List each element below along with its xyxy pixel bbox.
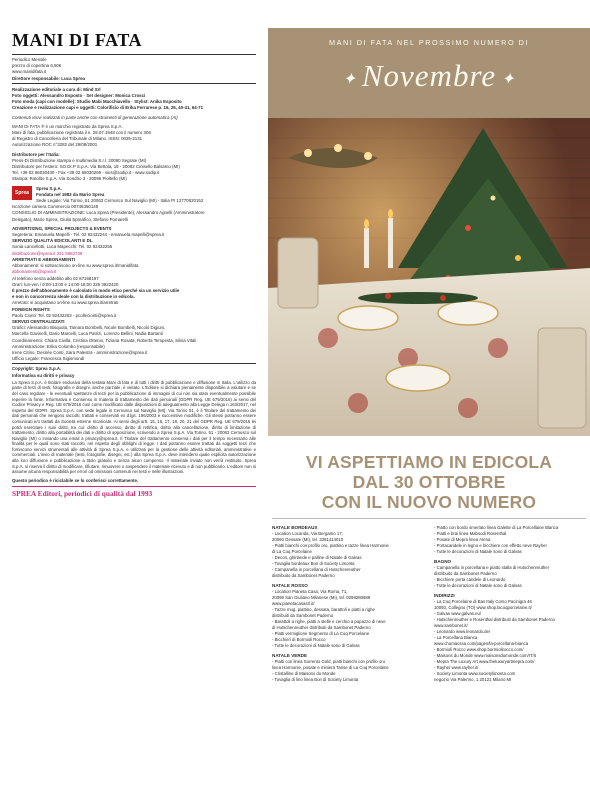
- section-title: SERVIZIO QUALITÀ EDICOLANTI E DL: [12, 238, 93, 244]
- privacy-title: Informativa su diritti e privacy: [12, 372, 75, 378]
- section-title: SERVIZI CENTRALIZZATI: [12, 318, 65, 324]
- colophon-top: [12, 57, 256, 82]
- credit-line: - Decori, ghirlande e palline di Natale di Galvas: [272, 555, 362, 560]
- credit-line: - Rayher www.rayher.it/: [434, 665, 479, 670]
- board-line: CONSIGLIO DI AMMINISTRAZIONE: Luca Sprea (Presidente), Alessandro Agnelli (Amministratore: [12, 210, 205, 216]
- month-name: Novembre: [361, 58, 497, 93]
- promo-line: VI ASPETTIAMO IN EDICOLA: [305, 452, 553, 472]
- credit-line: - Location Pianeta Casa, Via Roma, 71,: [272, 589, 348, 594]
- colophon: [12, 30, 256, 765]
- distribution-line: Stampa: Rotolito S.p.A. Via Sondrio 3 - 20096 Pioltello (MI): [12, 176, 127, 182]
- credit-line: di La Coq Porcelaine: [272, 549, 312, 554]
- service-line[interactable]: distribuzione@sprea.it 331 5882739: [12, 250, 83, 256]
- credit-section-title: INDIRIZZI: [434, 593, 455, 598]
- credit-line: - Leonardo www.leonardo.de/: [434, 629, 491, 634]
- credit-line: 20060 Gessate (MI), tel. 3381414010: [272, 537, 344, 542]
- credit-line: - Campanella in porcellana di Hutschenreuther: [272, 567, 361, 572]
- service-line: Orari: lun-ven / 9:00-13:00 e 14:00-18:00 329 3922420: [12, 281, 119, 287]
- product-credits: [272, 518, 586, 683]
- credit-line: negozio Via Palermo, 1 20121 Milano MI: [434, 677, 512, 682]
- credit-line: - Bicchiere porta candele di Leonardo: [434, 577, 506, 582]
- credit-section-title: NATALE BORDEAUX: [272, 525, 318, 530]
- service-line: Paolo Cionti: Tel. 02 92432253 - pcollecionti@sprea.it: [12, 312, 117, 318]
- board-line: Delegato), Mario Sprea, Giulia Spreafico, Stefano Pomarelli: [12, 216, 128, 222]
- credit-line: Foto moda (capi con modelle): Studio Mabi Macchiavello · Stylist: Anika Esposito: [12, 99, 182, 105]
- legal-line: Mani di fata, pubblicazione registrata il n. 28.07.1948 con il numero 306: [12, 130, 151, 136]
- cover-price: prezzo di copertina 6,50€: [12, 63, 62, 69]
- credits-column-left: [272, 525, 424, 683]
- ai-note: Contenuti visivi realizzati in parte anche con strumenti di generazione automatica (AI): [12, 114, 178, 120]
- credit-section-title: NATALE ROSSO: [272, 583, 308, 588]
- service-line: Ufficio Legale: Francesca Sigismondi: [12, 356, 85, 362]
- service-line: Al telefono senza addebito allo 02 87168197: [12, 275, 99, 281]
- legal-line: al Registro di Cancelleria del Tribunale di Milano. ISSN: 0025-2131: [12, 136, 143, 142]
- credit-line: Foto oggetti: Alessandro Esposto · Set designer: Monica Crosci: [12, 93, 146, 99]
- privacy-text: La Sprea S.p.A. è titolare esclusiva della testata Mani di fata e di tutti i diritti di pubblicazione e diffusione in Italia. L'utilizzo da parte di terzi di testi, fotografie e disegni, anche parziale, è vietato. L'Editore si dichiara pienamente disponibile a valutare e se del caso regolare - le eventuali spettanze di terzi per la pubblicazione di immagini di cui non sia stato eventualmente possibile reperire la fonte. Informativa e Consenso in materia di trattamento dei dati personali (GDPR Reg. UE 679/2016) ai sensi del Codice Privacy e Reg. UE 679/2016 così come modificato dalle disposizioni di adeguamento alla Legge Delega n.163/2017, nel rispetto del GDPR. Sprea S.p.A. con sede legale in Cernusco sul Naviglio (MI), Via Torino 51, è il Titolare del trattamento dei dati personali che vengono raccolti, trattati e conservati ex d.lgs. 196/2003 e successive modifiche. Gli stessi potranno essere comunicati e/o trattati da Società esterne Incaricate. Ai sensi degli artt. 15, 16, 17, 18, 20, 21 del GDPR Reg. UE 679/2016 lei potrà esercitare i suoi diritti, tra cui: diritto di accesso, diritto di rettifica, diritto alla cancellazione, diritto di limitazione di trattamento, diritto alla portabilità dei dati e diritto di opposizione, scrivendo a Sprea S.p.A. Via Torino, 51 - 20063 Cernusco sul Naviglio (MI) o inviando una email a privacy@sprea.it. Il Titolare del trattamento conserva i dati per il tempo necessario alle finalità per le quali sono stati raccolti, nel rispetto degli obblighi di legge. I dati potranno essere trattati da soggetti terzi che forniscono servizi strumentali alle attività di Sprea S.p.A. e utilizzati per la gestione delle attività editoriali, amministrative e commerciali. L'invio di materiale (testi, fotografie, disegni, etc.) alla Sprea S.p.A. deve intendersi quale esplicita autorizzazione alla loro diffusione e pubblicazione a titolo gratuito e senza alcun compenso. Il materiale inviato non verrà restituito. Sprea S.p.A. si riserva il diritto di modificare, rifiutare, rimuovere o sospendere il materiale ricevuto e di non pubblicarlo. L'editore non si assume alcuna responsabilità per errori od omissioni contenuti nei testi e nelle illustrazioni.: [12, 379, 256, 475]
- credit-line: 10093, Collegno (TO) www.shop.lacoqporcelaine.it/: [434, 605, 532, 610]
- credit-line: - Piatto con bordo smerlato linea Galette di La Porcellaine Blanca: [434, 525, 559, 530]
- credit-line: www.sambonet.it/: [434, 623, 468, 628]
- credit-line: - La Porcellana Bianca: [434, 635, 478, 640]
- credit-line: - Tutte le decorazioni di Natale sono di Galvas: [434, 583, 522, 588]
- section-title: ARRETRATI E ABBONAMENTI: [12, 256, 76, 262]
- credit-line: - Location Locanda, Via Bergamo 17,: [272, 531, 343, 536]
- credit-line: - Galvas www.galvas.eu/: [434, 611, 482, 616]
- credit-line: - Posate di Mepra linea Atena: [434, 537, 491, 542]
- credit-line: www.pianetacasasrl.it/: [272, 601, 315, 606]
- closing-note: Questo periodico è riciclabile se lo conferisci correttamente.: [12, 477, 139, 483]
- credit-line: www.chumacssa.com/pages/la-porcellana-bianca: [434, 641, 529, 646]
- credit-line: - Campanella in porcellana e piatto stalla di Hutschenreuther: [434, 565, 550, 570]
- credit-section-title: BAGNO: [434, 559, 452, 564]
- sprea-block: [12, 186, 256, 205]
- credit-line: distribuito da Sambonet Paderno: [434, 571, 497, 576]
- credit-line: - Tovaglia di lino linea Bon di Society Limonta: [272, 677, 359, 682]
- credit-line: - Piatti e brai linea Mabsodi Rosenthal: [434, 531, 507, 536]
- garland: [358, 292, 478, 304]
- credit-line: - Tutte le decorazioni di Natale sono di Galvas: [434, 549, 522, 554]
- services-block: [12, 226, 256, 362]
- email-link[interactable]: abbonamenti@sprea.it: [12, 269, 57, 275]
- service-line: Irene Citino, Desirée Conti, Sara Palestra - amministrazione@sprea.it: [12, 349, 148, 355]
- website: www.manidifata.it: [12, 69, 47, 75]
- credit-line: 20098 San Giuliano Milanese (MI), tel. 0298280689: [272, 595, 371, 600]
- credit-line: distribuito da Sambonet Paderno: [272, 573, 335, 578]
- credit-line: - Maisons du Monde www.maisonsdumonde.com/IT/it: [434, 653, 536, 658]
- service-line: Grafici: Alessandro Bisquola, Tamara Bombelli, Nicole Bombelli, Nicolò Digiuni,: [12, 325, 166, 331]
- service-line: Marcella Gavinelli, Dario Marcelli, Luca Patrizi, Lorenzo Bellini, Nadia Bartanti: [12, 331, 163, 337]
- legal-line: MANI DI FATA ® è un marchio registrato da Sprea S.p.A.: [12, 123, 123, 129]
- section-title: FOREIGN RIGHTS: [12, 306, 50, 312]
- newsstand-promo: [268, 452, 590, 512]
- christmas-table-photo: [268, 118, 590, 436]
- credit-line: - Tutte le decorazioni di Natale sono di Galvas: [272, 643, 360, 648]
- credits-column-right: [434, 525, 586, 683]
- divider: [12, 83, 256, 84]
- credit-line: Realizzazione editoriale a cura di: Mind Srl: [12, 86, 101, 92]
- credit-line: - Tazze mug, piattino, dessata, barattoli e piatti a righe: [272, 607, 375, 612]
- director: Direttore responsabile: Luca Sprea: [12, 75, 85, 81]
- distribution-line: Press-Di Distribuzione stampa e multimedia S.r.l. 20090 Segrate (MI): [12, 157, 147, 163]
- periodicity: Periodico Mensile: [12, 57, 47, 62]
- credit-line: distribuiti da Sambonet Paderno: [272, 613, 334, 618]
- distribution-line: Distributore per l'estero: SO.DI.P S.p.A. Via Bettola, 18 - 20092 Cinisello Balsamo (MI): [12, 164, 180, 170]
- distribution-title: Distributore per l'Italia:: [12, 151, 60, 157]
- promo-line: DAL 30 OTTOBRE: [352, 472, 506, 492]
- credit-line: - Portacandele in legno e bicchiere con effetto neve Rayher: [434, 543, 547, 548]
- divider: [12, 363, 256, 364]
- legal-line: Autorizzazione ROC n°3282 del 29/08/2001: [12, 142, 98, 148]
- service-line: Sonia Lancellotti, Luca Mapecchi: Tel. 02 92432255: [12, 244, 113, 250]
- masthead-rule: [12, 54, 256, 55]
- sprea-logo: Sprea: [12, 186, 32, 200]
- publisher-footer: SPREA Editori, periodici di qualità dal 1993: [12, 489, 153, 499]
- credit-line: - Cristalline di Maisons du Monde: [272, 671, 336, 676]
- service-line: Abbonamenti: si sottoscrivono on-line su www.sprea.it/manidifata: [12, 263, 139, 269]
- credit-line: - Mepra The Luxury Art www.theluxuryartmepra.com/: [434, 659, 535, 664]
- ornament-icon: ✦: [342, 70, 362, 88]
- credit-line: - Society Limonta www.societylimonta.com: [434, 671, 516, 676]
- credit-section-title: NATALE VERDE: [272, 653, 308, 658]
- sprea-founded: Fondata nel 1983 da Mario Sprea: [36, 191, 105, 197]
- service-line: Il prezzo dell'abbonamento è calcolato in modo etico perché sia un servizio utile: [12, 287, 180, 293]
- credit-line: - Barattoli a righe, piatti a stelle e cerchio a pupazzo di neve: [272, 619, 386, 624]
- service-line: e non in concorrenza sleale con la distribuzione in edicola.: [12, 294, 135, 300]
- credit-line: - Piatti con linea Sorrento Gold, piatti bianchi con profilo oro: [272, 659, 386, 664]
- copyright: Copyright: Sprea S.p.A.: [12, 366, 62, 372]
- service-line: Coordinamento: Chiara Civilla, Cristina Ottenio, Tiziana Rosata, Roberta Tempesta, Silvia Vitali: [12, 337, 197, 343]
- masthead: MANI DI FATA: [12, 30, 142, 50]
- promo-line: CON IL NUOVO NUMERO: [321, 492, 537, 512]
- month-title: [268, 58, 590, 94]
- credit-line: - Bicchieri di Bormioli Rocco: [272, 637, 326, 642]
- next-issue-header: [268, 28, 590, 118]
- distribution-block: [12, 152, 256, 183]
- ornament-icon: ✦: [496, 70, 516, 88]
- credit-line: - Piatti bianchi con profilo oro, piattino e tazze linea Harmonie: [272, 543, 389, 548]
- sprea-registration: Iscrizione camera Commercio 00746350149: [12, 204, 99, 210]
- footer-rule: [12, 486, 256, 487]
- sprea-address: Sede Legale: Via Torino, 51 20063 Cernusco Sul Naviglio (MI) - Italia PI 12770820152: [36, 198, 204, 204]
- credit-line: - Hutschenreuther e Rosenthal distribuiti da Sambonet Paderno: [434, 617, 555, 622]
- credit-line: Creazione e realizzazione capi e oggetti: Colorificio di Erika Ferrarese p. 16, 25, 40-41, 64-71: [12, 105, 204, 111]
- credit-line: - Piatti vermiglione Segmento di La Coq Porcelaine: [272, 631, 370, 636]
- credit-line: linea Harmonie, posate e miniera Tanse di La Coq Porcelaine: [272, 665, 389, 670]
- credit-line: di Hutschenreuther distribuiti da Sambonet Paderno: [272, 625, 371, 630]
- editorial-credits: [12, 87, 256, 112]
- section-title: ADVERTISING, SPECIAL PROJECTS & EVENTS: [12, 225, 112, 231]
- service-line: Segreteria: Emanuela Mapelli - Tel. 02 92432244 - emanuela.mapelli@sprea.it: [12, 232, 165, 238]
- service-line: Amministrazione: Erika Colombo (responsabile): [12, 343, 105, 349]
- sprea-name: Sprea S.p.A.: [36, 185, 62, 191]
- next-issue-kicker: MANI DI FATA NEL PROSSIMO NUMERO DI: [329, 38, 529, 47]
- distribution-line: Tel. +39 02 66030400 - Fax +39 02 66030269 - sies@sodip.it - www.sodip.it: [12, 170, 160, 176]
- credit-line: - Bormioli Rocco www.shop.bormiolirocco.com/: [434, 647, 524, 652]
- legal-block: [12, 124, 256, 149]
- service-line: Arretrati: si acquistano on-line su www.sprea.it/arretrati: [12, 300, 119, 306]
- credit-line: - Tovaglia bordeaux Bon di Society Limonta: [272, 561, 355, 566]
- photo-illustration: [268, 118, 590, 436]
- credit-line: - La Coq Porcelaine di Bas Italy Corso Pacinigra 46: [434, 599, 532, 604]
